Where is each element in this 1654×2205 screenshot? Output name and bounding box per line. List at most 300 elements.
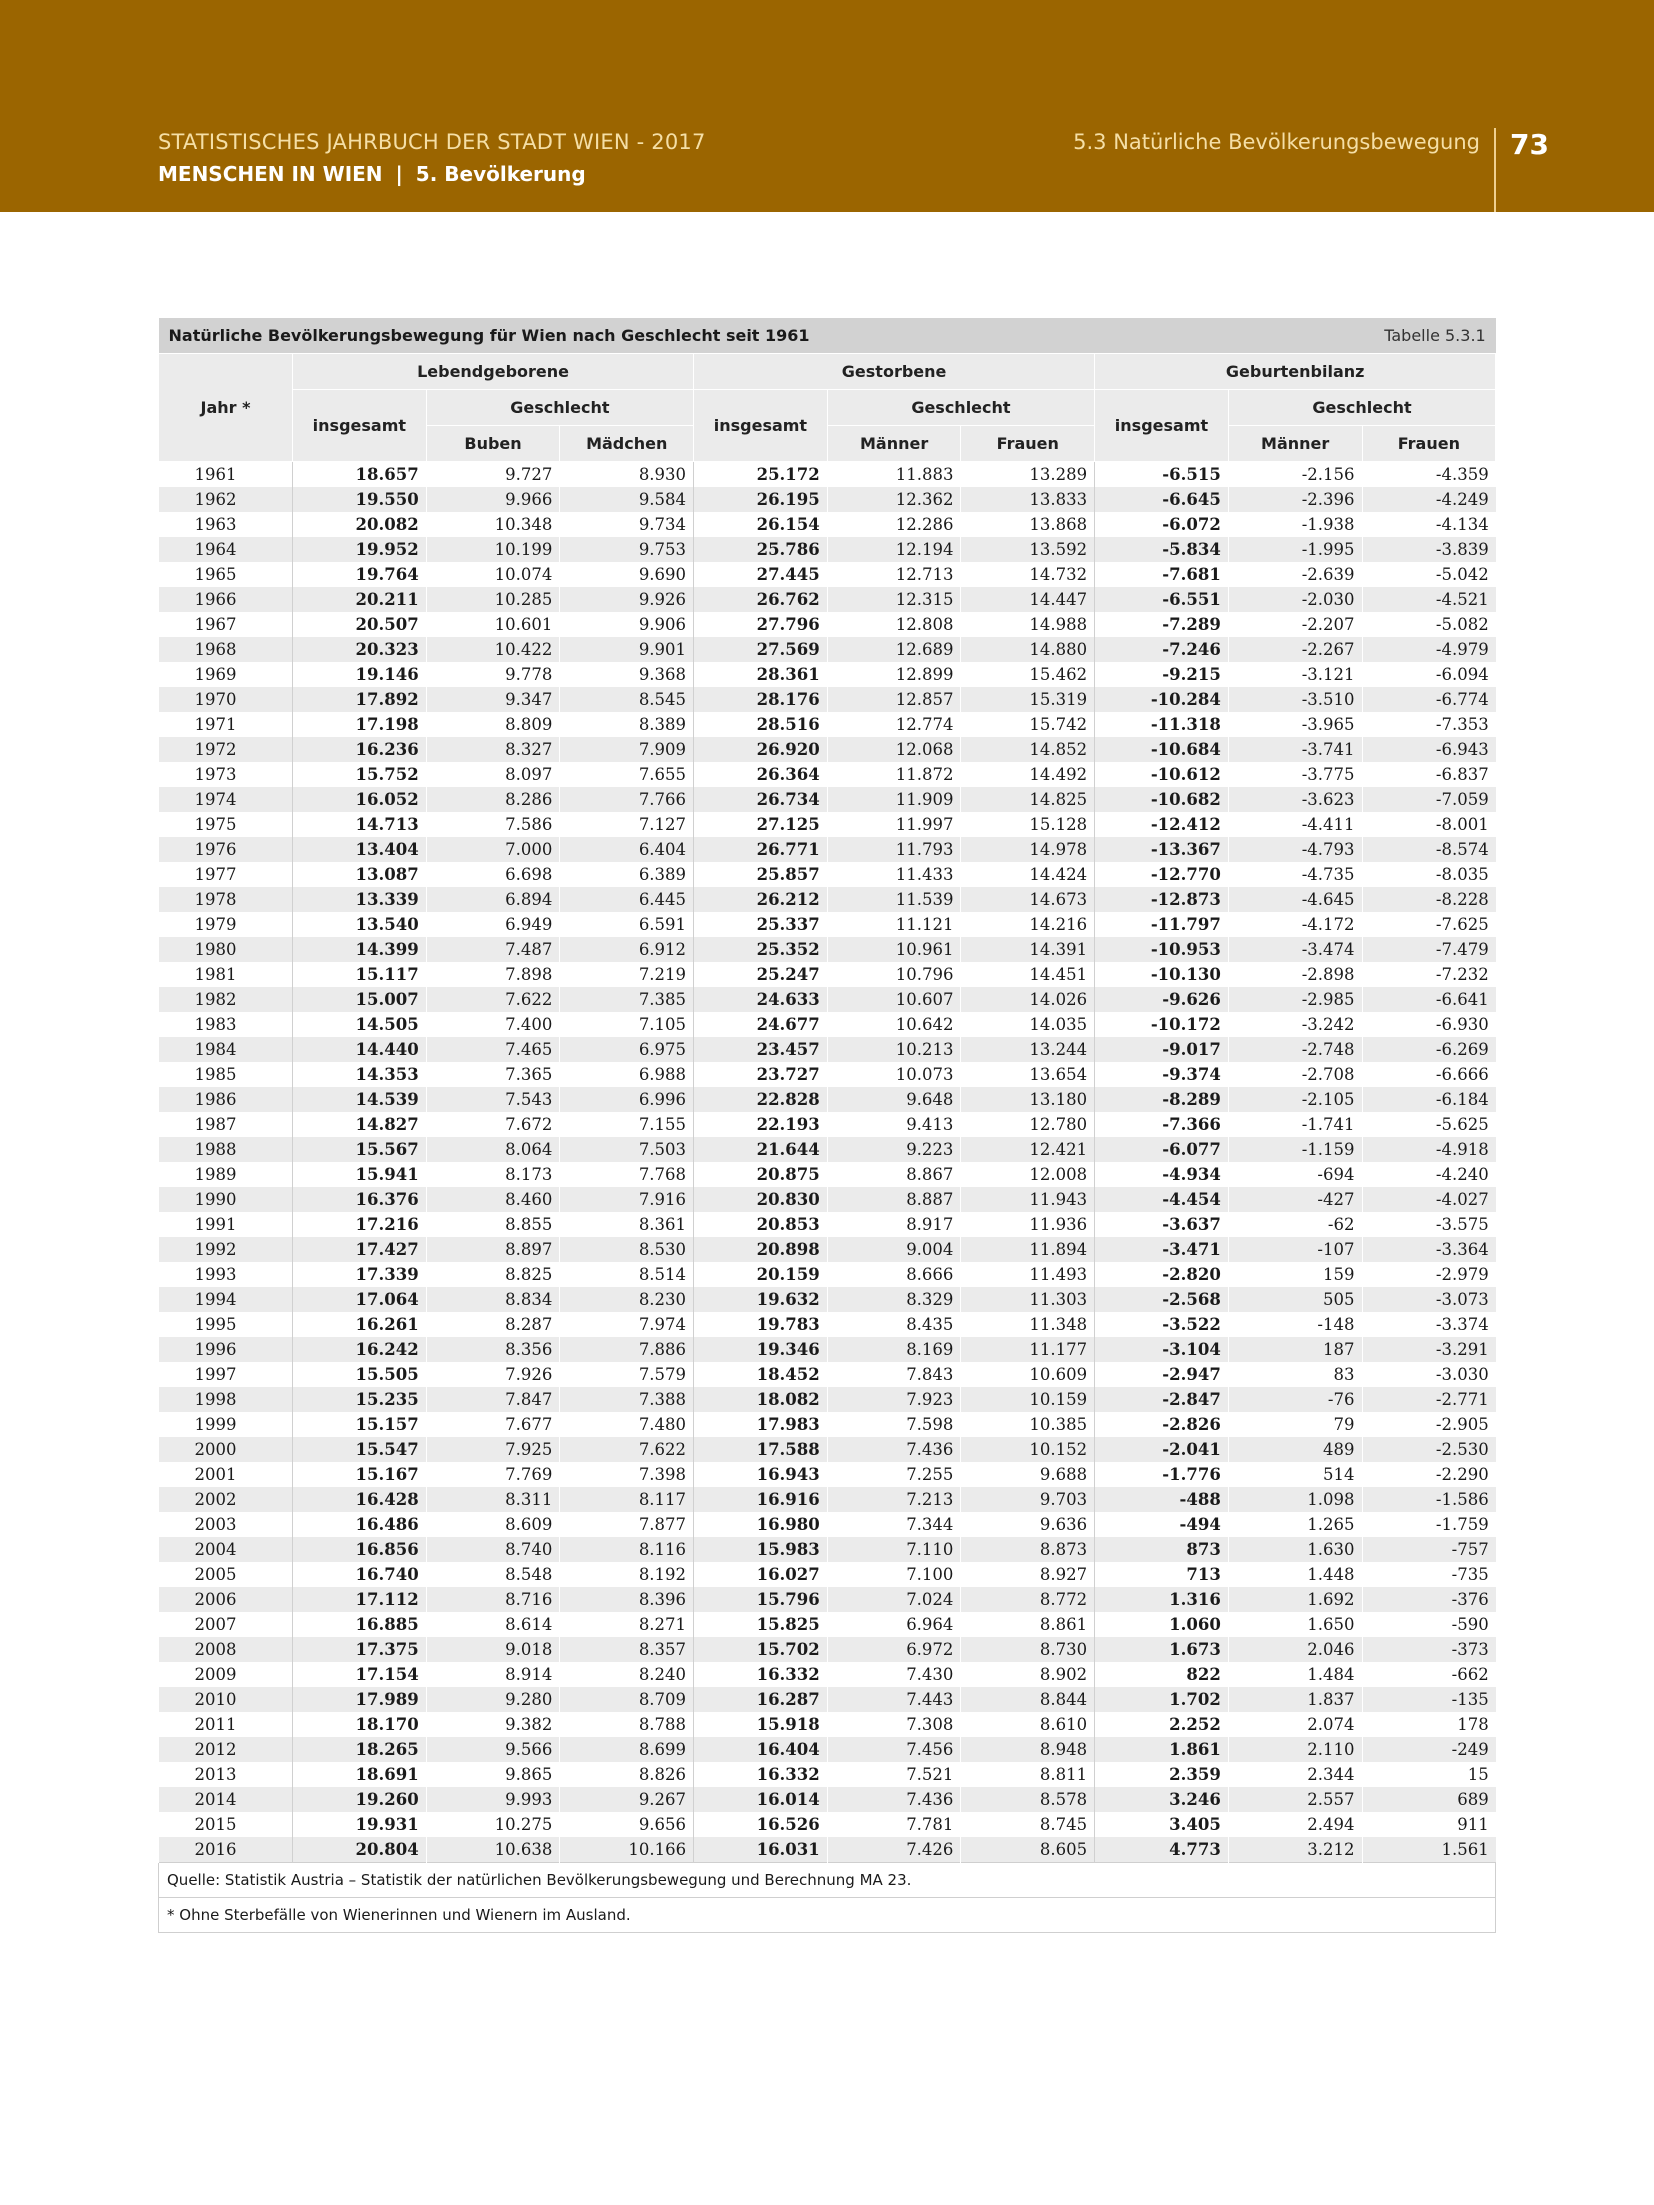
table-row <box>159 1237 1496 1262</box>
cell-balance-men: -4.172 <box>1228 912 1362 937</box>
cell-deaths-women: 10.159 <box>961 1387 1095 1412</box>
cell-balance-women: -3.364 <box>1362 1237 1496 1262</box>
cell-deaths-men: 11.121 <box>827 912 961 937</box>
cell-balance-women: -3.839 <box>1362 537 1496 562</box>
table-row <box>159 1112 1496 1137</box>
cell-deaths-women: 8.873 <box>961 1537 1095 1562</box>
cell-balance-men: 3.212 <box>1228 1837 1362 1863</box>
cell-deaths-men: 12.713 <box>827 562 961 587</box>
cell-boys: 6.698 <box>426 862 560 887</box>
cell-girls: 6.591 <box>560 912 694 937</box>
cell-balance-men: 1.630 <box>1228 1537 1362 1562</box>
cell-balance-men: -694 <box>1228 1162 1362 1187</box>
cell-deaths-total: 16.980 <box>694 1512 828 1537</box>
cell-deaths-men: 10.796 <box>827 962 961 987</box>
table-row <box>159 1762 1496 1787</box>
cell-deaths-women: 14.492 <box>961 762 1095 787</box>
table-row <box>159 537 1496 562</box>
cell-year: 1981 <box>159 962 293 987</box>
cell-balance-men: -427 <box>1228 1187 1362 1212</box>
cell-year: 1964 <box>159 537 293 562</box>
cell-girls: 7.655 <box>560 762 694 787</box>
cell-boys: 8.548 <box>426 1562 560 1587</box>
cell-balance-men: -3.510 <box>1228 687 1362 712</box>
cell-deaths-women: 14.447 <box>961 587 1095 612</box>
cell-boys: 8.897 <box>426 1237 560 1262</box>
cell-boys: 9.727 <box>426 462 560 488</box>
table-row <box>159 887 1496 912</box>
cell-boys: 8.287 <box>426 1312 560 1337</box>
cell-balance-women: -6.774 <box>1362 687 1496 712</box>
cell-balance-total: -4.454 <box>1095 1187 1229 1212</box>
cell-balance-women: -2.771 <box>1362 1387 1496 1412</box>
cell-balance-women: -7.353 <box>1362 712 1496 737</box>
cell-balance-men: 489 <box>1228 1437 1362 1462</box>
cell-balance-women: -6.641 <box>1362 987 1496 1012</box>
cell-balance-total: -2.826 <box>1095 1412 1229 1437</box>
cell-girls: 7.916 <box>560 1187 694 1212</box>
cell-balance-men: 1.692 <box>1228 1587 1362 1612</box>
subtitle-main: MENSCHEN IN WIEN <box>158 162 383 186</box>
cell-balance-total: 1.316 <box>1095 1587 1229 1612</box>
table-row <box>159 1712 1496 1737</box>
cell-births-total: 17.989 <box>293 1687 427 1712</box>
header-deaths-gender: Geschlecht <box>827 390 1094 426</box>
cell-boys: 8.609 <box>426 1512 560 1537</box>
cell-deaths-men: 7.100 <box>827 1562 961 1587</box>
cell-girls: 8.930 <box>560 462 694 488</box>
cell-girls: 6.912 <box>560 937 694 962</box>
cell-deaths-women: 8.745 <box>961 1812 1095 1837</box>
cell-deaths-total: 27.125 <box>694 812 828 837</box>
table-row <box>159 1212 1496 1237</box>
cell-boys: 10.422 <box>426 637 560 662</box>
cell-births-total: 19.146 <box>293 662 427 687</box>
cell-boys: 7.465 <box>426 1037 560 1062</box>
cell-boys: 7.365 <box>426 1062 560 1087</box>
cell-boys: 7.769 <box>426 1462 560 1487</box>
cell-deaths-men: 11.793 <box>827 837 961 862</box>
cell-year: 2000 <box>159 1437 293 1462</box>
table-row <box>159 1087 1496 1112</box>
cell-deaths-total: 16.943 <box>694 1462 828 1487</box>
cell-balance-total: -488 <box>1095 1487 1229 1512</box>
cell-year: 1965 <box>159 562 293 587</box>
cell-deaths-men: 8.867 <box>827 1162 961 1187</box>
table-row <box>159 987 1496 1012</box>
cell-deaths-men: 7.843 <box>827 1362 961 1387</box>
cell-deaths-men: 9.004 <box>827 1237 961 1262</box>
cell-balance-total: 1.673 <box>1095 1637 1229 1662</box>
header-live-births: Lebendgeborene <box>293 354 694 390</box>
table-row <box>159 687 1496 712</box>
cell-births-total: 19.931 <box>293 1812 427 1837</box>
cell-girls: 8.396 <box>560 1587 694 1612</box>
cell-deaths-men: 7.443 <box>827 1687 961 1712</box>
cell-year: 1990 <box>159 1187 293 1212</box>
table-row <box>159 1437 1496 1462</box>
cell-deaths-men: 12.857 <box>827 687 961 712</box>
cell-balance-total: -9.626 <box>1095 987 1229 1012</box>
cell-boys: 8.311 <box>426 1487 560 1512</box>
cell-boys: 8.740 <box>426 1537 560 1562</box>
cell-births-total: 14.505 <box>293 1012 427 1037</box>
table-row <box>159 1537 1496 1562</box>
cell-balance-men: 1.448 <box>1228 1562 1362 1587</box>
cell-deaths-total: 26.212 <box>694 887 828 912</box>
cell-balance-men: -2.396 <box>1228 487 1362 512</box>
cell-deaths-total: 15.702 <box>694 1637 828 1662</box>
cell-births-total: 19.764 <box>293 562 427 587</box>
cell-deaths-total: 17.983 <box>694 1412 828 1437</box>
cell-deaths-total: 26.154 <box>694 512 828 537</box>
cell-balance-total: -10.953 <box>1095 937 1229 962</box>
section-title: 5.3 Natürliche Bevölkerungsbewegung <box>1073 130 1480 154</box>
cell-deaths-total: 22.828 <box>694 1087 828 1112</box>
cell-deaths-women: 11.348 <box>961 1312 1095 1337</box>
table-row <box>159 1562 1496 1587</box>
cell-girls: 8.192 <box>560 1562 694 1587</box>
cell-year: 1978 <box>159 887 293 912</box>
cell-boys: 10.285 <box>426 587 560 612</box>
cell-balance-women: -6.943 <box>1362 737 1496 762</box>
cell-balance-men: -3.623 <box>1228 787 1362 812</box>
cell-deaths-total: 16.027 <box>694 1562 828 1587</box>
cell-balance-men: -1.741 <box>1228 1112 1362 1137</box>
cell-deaths-total: 19.346 <box>694 1337 828 1362</box>
cell-deaths-women: 8.610 <box>961 1712 1095 1737</box>
cell-balance-women: -373 <box>1362 1637 1496 1662</box>
cell-balance-men: -62 <box>1228 1212 1362 1237</box>
cell-girls: 9.926 <box>560 587 694 612</box>
cell-year: 2016 <box>159 1837 293 1863</box>
cell-births-total: 13.339 <box>293 887 427 912</box>
cell-boys: 7.926 <box>426 1362 560 1387</box>
cell-balance-men: -148 <box>1228 1312 1362 1337</box>
cell-deaths-women: 12.008 <box>961 1162 1095 1187</box>
cell-girls: 7.105 <box>560 1012 694 1037</box>
cell-balance-total: -2.847 <box>1095 1387 1229 1412</box>
cell-deaths-women: 8.844 <box>961 1687 1095 1712</box>
header-girls: Mädchen <box>560 426 694 462</box>
cell-deaths-men: 11.872 <box>827 762 961 787</box>
cell-deaths-women: 8.902 <box>961 1662 1095 1687</box>
table-row <box>159 1287 1496 1312</box>
cell-deaths-women: 13.833 <box>961 487 1095 512</box>
cell-balance-women: 15 <box>1362 1762 1496 1787</box>
cell-deaths-women: 13.868 <box>961 512 1095 537</box>
cell-girls: 10.166 <box>560 1837 694 1863</box>
table-row <box>159 1737 1496 1762</box>
cell-births-total: 19.952 <box>293 537 427 562</box>
cell-year: 2006 <box>159 1587 293 1612</box>
table-caption <box>159 318 1496 354</box>
cell-girls: 7.886 <box>560 1337 694 1362</box>
cell-balance-men: -3.741 <box>1228 737 1362 762</box>
cell-girls: 9.267 <box>560 1787 694 1812</box>
cell-boys: 7.400 <box>426 1012 560 1037</box>
cell-balance-women: -8.035 <box>1362 862 1496 887</box>
cell-balance-total: -1.776 <box>1095 1462 1229 1487</box>
cell-girls: 8.545 <box>560 687 694 712</box>
cell-balance-total: -10.684 <box>1095 737 1229 762</box>
cell-balance-total: 4.773 <box>1095 1837 1229 1863</box>
cell-year: 1996 <box>159 1337 293 1362</box>
cell-deaths-total: 23.727 <box>694 1062 828 1087</box>
cell-balance-men: -3.474 <box>1228 937 1362 962</box>
cell-boys: 9.347 <box>426 687 560 712</box>
cell-deaths-total: 26.771 <box>694 837 828 862</box>
cell-year: 2009 <box>159 1662 293 1687</box>
table-row <box>159 562 1496 587</box>
cell-deaths-men: 10.607 <box>827 987 961 1012</box>
cell-girls: 6.996 <box>560 1087 694 1112</box>
cell-deaths-women: 14.216 <box>961 912 1095 937</box>
cell-balance-total: 873 <box>1095 1537 1229 1562</box>
cell-year: 1966 <box>159 587 293 612</box>
header-year: Jahr * <box>159 354 293 462</box>
cell-deaths-total: 26.364 <box>694 762 828 787</box>
cell-balance-women: -8.228 <box>1362 887 1496 912</box>
cell-births-total: 14.713 <box>293 812 427 837</box>
cell-boys: 8.064 <box>426 1137 560 1162</box>
cell-births-total: 15.117 <box>293 962 427 987</box>
cell-births-total: 16.376 <box>293 1187 427 1212</box>
cell-balance-women: -4.027 <box>1362 1187 1496 1212</box>
cell-balance-women: 911 <box>1362 1812 1496 1837</box>
cell-births-total: 13.404 <box>293 837 427 862</box>
cell-girls: 7.877 <box>560 1512 694 1537</box>
cell-girls: 9.584 <box>560 487 694 512</box>
cell-year: 1992 <box>159 1237 293 1262</box>
header-deaths: Gestorbene <box>694 354 1095 390</box>
cell-deaths-men: 7.110 <box>827 1537 961 1562</box>
cell-deaths-total: 25.352 <box>694 937 828 962</box>
cell-deaths-total: 18.452 <box>694 1362 828 1387</box>
cell-deaths-total: 25.857 <box>694 862 828 887</box>
cell-girls: 6.404 <box>560 837 694 862</box>
cell-deaths-men: 10.961 <box>827 937 961 962</box>
cell-balance-women: -590 <box>1362 1612 1496 1637</box>
cell-deaths-men: 9.223 <box>827 1137 961 1162</box>
cell-deaths-women: 11.493 <box>961 1262 1095 1287</box>
cell-deaths-total: 20.853 <box>694 1212 828 1237</box>
cell-year: 1967 <box>159 612 293 637</box>
cell-boys: 10.601 <box>426 612 560 637</box>
cell-balance-men: 83 <box>1228 1362 1362 1387</box>
cell-deaths-total: 18.082 <box>694 1387 828 1412</box>
cell-year: 1974 <box>159 787 293 812</box>
cell-balance-total: -12.770 <box>1095 862 1229 887</box>
cell-balance-men: -2.708 <box>1228 1062 1362 1087</box>
chapter-subtitle <box>158 162 586 186</box>
cell-deaths-men: 7.781 <box>827 1812 961 1837</box>
cell-balance-men: -2.748 <box>1228 1037 1362 1062</box>
cell-deaths-men: 7.923 <box>827 1387 961 1412</box>
cell-deaths-men: 12.808 <box>827 612 961 637</box>
cell-deaths-men: 11.909 <box>827 787 961 812</box>
cell-balance-women: -2.979 <box>1362 1262 1496 1287</box>
cell-girls: 8.271 <box>560 1612 694 1637</box>
cell-deaths-men: 12.362 <box>827 487 961 512</box>
table-row <box>159 1012 1496 1037</box>
cell-births-total: 13.087 <box>293 862 427 887</box>
cell-boys: 9.018 <box>426 1637 560 1662</box>
table-row <box>159 762 1496 787</box>
header-deaths-total: insgesamt <box>694 390 828 462</box>
cell-year: 1998 <box>159 1387 293 1412</box>
cell-births-total: 15.007 <box>293 987 427 1012</box>
table-caption-row <box>159 318 1496 354</box>
cell-deaths-men: 7.430 <box>827 1662 961 1687</box>
cell-balance-men: 1.098 <box>1228 1487 1362 1512</box>
cell-births-total: 16.236 <box>293 737 427 762</box>
cell-deaths-women: 9.703 <box>961 1487 1095 1512</box>
cell-balance-total: -11.797 <box>1095 912 1229 937</box>
cell-year: 1971 <box>159 712 293 737</box>
cell-balance-women: 689 <box>1362 1787 1496 1812</box>
cell-balance-men: -1.159 <box>1228 1137 1362 1162</box>
cell-balance-men: -2.156 <box>1228 462 1362 488</box>
cell-balance-total: -12.873 <box>1095 887 1229 912</box>
cell-deaths-total: 20.898 <box>694 1237 828 1262</box>
cell-year: 1973 <box>159 762 293 787</box>
cell-deaths-women: 13.654 <box>961 1062 1095 1087</box>
cell-deaths-total: 24.677 <box>694 1012 828 1037</box>
cell-balance-women: -2.905 <box>1362 1412 1496 1437</box>
cell-boys: 8.914 <box>426 1662 560 1687</box>
cell-deaths-total: 28.361 <box>694 662 828 687</box>
cell-deaths-men: 9.413 <box>827 1112 961 1137</box>
cell-boys: 9.865 <box>426 1762 560 1787</box>
table-row <box>159 1337 1496 1362</box>
cell-births-total: 17.112 <box>293 1587 427 1612</box>
header-row-2 <box>159 390 1496 426</box>
cell-births-total: 19.260 <box>293 1787 427 1812</box>
cell-balance-women: -3.291 <box>1362 1337 1496 1362</box>
cell-births-total: 15.235 <box>293 1387 427 1412</box>
population-table <box>158 318 1496 1933</box>
cell-births-total: 20.082 <box>293 512 427 537</box>
cell-year: 1975 <box>159 812 293 837</box>
cell-boys: 9.778 <box>426 662 560 687</box>
cell-year: 1999 <box>159 1412 293 1437</box>
cell-balance-women: -2.530 <box>1362 1437 1496 1462</box>
cell-girls: 7.768 <box>560 1162 694 1187</box>
cell-girls: 7.398 <box>560 1462 694 1487</box>
cell-deaths-total: 27.445 <box>694 562 828 587</box>
cell-deaths-total: 20.159 <box>694 1262 828 1287</box>
cell-girls: 8.514 <box>560 1262 694 1287</box>
cell-births-total: 16.261 <box>293 1312 427 1337</box>
cell-balance-women: -7.059 <box>1362 787 1496 812</box>
cell-deaths-total: 26.734 <box>694 787 828 812</box>
cell-year: 1968 <box>159 637 293 662</box>
header-deaths-women: Frauen <box>961 426 1095 462</box>
cell-births-total: 14.440 <box>293 1037 427 1062</box>
cell-balance-total: 822 <box>1095 1662 1229 1687</box>
cell-deaths-total: 16.287 <box>694 1687 828 1712</box>
cell-births-total: 15.941 <box>293 1162 427 1187</box>
cell-girls: 9.901 <box>560 637 694 662</box>
table-row <box>159 1512 1496 1537</box>
cell-balance-men: -3.965 <box>1228 712 1362 737</box>
cell-year: 1969 <box>159 662 293 687</box>
cell-deaths-women: 8.772 <box>961 1587 1095 1612</box>
cell-deaths-total: 19.783 <box>694 1312 828 1337</box>
header-births-gender: Geschlecht <box>426 390 693 426</box>
cell-births-total: 18.265 <box>293 1737 427 1762</box>
cell-deaths-men: 10.073 <box>827 1062 961 1087</box>
cell-balance-men: 1.650 <box>1228 1612 1362 1637</box>
cell-balance-total: 2.359 <box>1095 1762 1229 1787</box>
cell-girls: 8.826 <box>560 1762 694 1787</box>
cell-births-total: 20.804 <box>293 1837 427 1863</box>
cell-boys: 9.382 <box>426 1712 560 1737</box>
cell-balance-women: -6.666 <box>1362 1062 1496 1087</box>
cell-births-total: 19.550 <box>293 487 427 512</box>
cell-balance-men: 2.494 <box>1228 1812 1362 1837</box>
cell-balance-women: 1.561 <box>1362 1837 1496 1863</box>
cell-balance-men: -2.898 <box>1228 962 1362 987</box>
cell-deaths-total: 26.762 <box>694 587 828 612</box>
cell-balance-women: -6.094 <box>1362 662 1496 687</box>
cell-girls: 6.445 <box>560 887 694 912</box>
table-row <box>159 1137 1496 1162</box>
header-balance-men: Männer <box>1228 426 1362 462</box>
header-birth-balance: Geburtenbilanz <box>1095 354 1496 390</box>
cell-girls: 7.579 <box>560 1362 694 1387</box>
cell-boys: 9.280 <box>426 1687 560 1712</box>
cell-deaths-men: 11.539 <box>827 887 961 912</box>
cell-balance-total: 1.060 <box>1095 1612 1229 1637</box>
cell-balance-women: -5.082 <box>1362 612 1496 637</box>
cell-deaths-women: 13.289 <box>961 462 1095 488</box>
cell-balance-total: -6.515 <box>1095 462 1229 488</box>
cell-balance-women: -4.240 <box>1362 1162 1496 1187</box>
cell-deaths-total: 28.176 <box>694 687 828 712</box>
cell-boys: 8.855 <box>426 1212 560 1237</box>
cell-births-total: 13.540 <box>293 912 427 937</box>
cell-balance-total: -12.412 <box>1095 812 1229 837</box>
cell-deaths-men: 7.255 <box>827 1462 961 1487</box>
cell-balance-women: -4.979 <box>1362 637 1496 662</box>
cell-deaths-women: 8.730 <box>961 1637 1095 1662</box>
cell-year: 2014 <box>159 1787 293 1812</box>
cell-balance-women: -1.759 <box>1362 1512 1496 1537</box>
table-row <box>159 487 1496 512</box>
cell-births-total: 20.323 <box>293 637 427 662</box>
cell-balance-total: 3.246 <box>1095 1787 1229 1812</box>
cell-deaths-women: 13.592 <box>961 537 1095 562</box>
cell-deaths-men: 7.436 <box>827 1437 961 1462</box>
cell-births-total: 17.154 <box>293 1662 427 1687</box>
table-source: Quelle: Statistik Austria – Statistik der natürlichen Bevölkerungsbewegung und Berechnung MA 23. <box>159 1863 1496 1898</box>
cell-deaths-total: 22.193 <box>694 1112 828 1137</box>
cell-balance-total: -10.172 <box>1095 1012 1229 1037</box>
cell-balance-total: -10.682 <box>1095 787 1229 812</box>
cell-deaths-total: 26.195 <box>694 487 828 512</box>
cell-balance-total: -11.318 <box>1095 712 1229 737</box>
cell-boys: 8.614 <box>426 1612 560 1637</box>
cell-births-total: 20.211 <box>293 587 427 612</box>
cell-girls: 8.230 <box>560 1287 694 1312</box>
table-row <box>159 1187 1496 1212</box>
cell-year: 1994 <box>159 1287 293 1312</box>
cell-boys: 10.275 <box>426 1812 560 1837</box>
cell-deaths-women: 8.578 <box>961 1787 1095 1812</box>
cell-balance-women: -4.249 <box>1362 487 1496 512</box>
